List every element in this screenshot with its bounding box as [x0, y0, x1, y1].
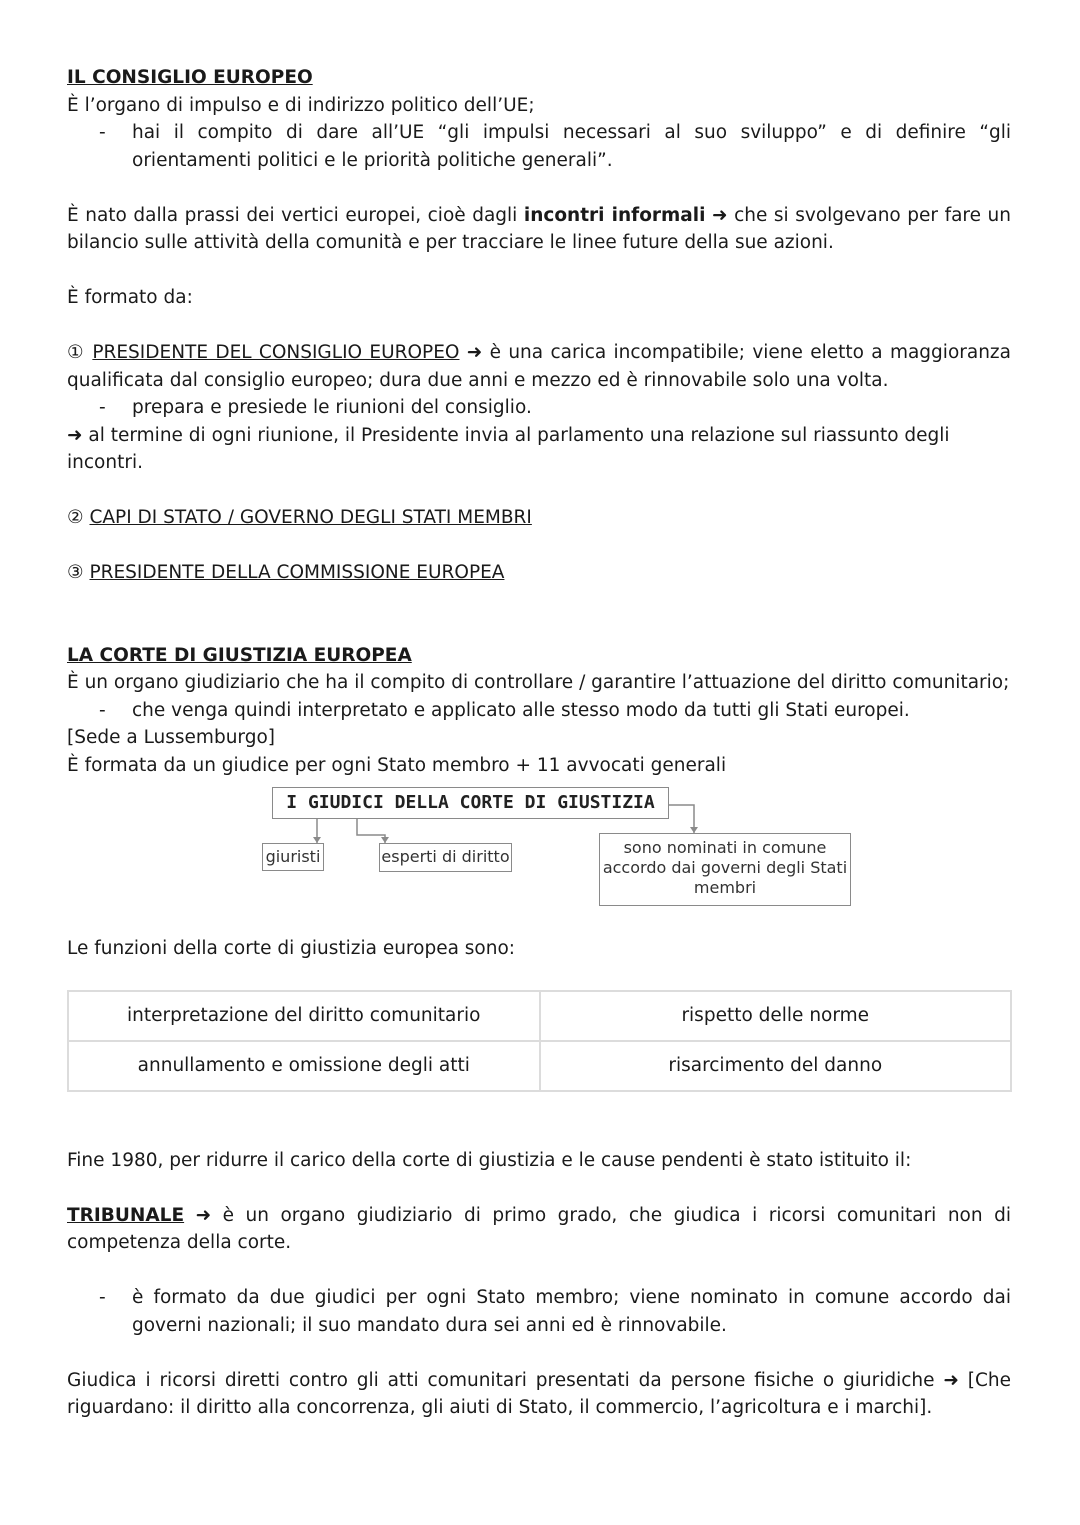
section-title-corte: LA CORTE DI GIUSTIZIA EUROPEA: [67, 644, 412, 666]
consiglio-formed: È formato da:: [67, 287, 193, 308]
document-page: [67, 64, 1011, 1422]
corte-formata: È formata da un giudice per ogni Stato membro + 11 avvocati generali: [67, 754, 727, 776]
funzioni-table: [67, 990, 1012, 1092]
diagram-box-nominati: sono nominati in comune accordo dai governi degli Stati membri: [599, 833, 851, 906]
tribunale-def: TRIBUNALE ➜ è un organo giudiziario di primo grado, che giudica i ricorsi comunitari non di competenza della corte.: [67, 1204, 1011, 1253]
consiglio-item-3: ③ PRESIDENTE DELLA COMMISSIONE EUROPEA: [67, 562, 505, 583]
table-row: [68, 991, 1011, 1041]
tribunale-bullet-1: è formato da due giudici per ogni Stato membro; viene nominato in comune accordo dai governi nazionali; il suo mandato dura sei anni ed è rinnovabile.: [132, 1287, 1011, 1336]
consiglio-intro: È l’organo di impulso e di indirizzo politico dell’UE;: [67, 94, 535, 116]
item1-note: ➜ al termine di ogni riunione, il Presidente invia al parlamento una relazione sul riassunto degli incontri.: [67, 424, 950, 473]
corte-sede: [Sede a Lussemburgo]: [67, 727, 275, 748]
item1-label: PRESIDENTE DEL CONSIGLIO EUROPEO: [92, 342, 460, 363]
funzioni-intro: Le funzioni della corte di giustizia europea sono:: [67, 938, 516, 959]
diagram-box-giuristi: giuristi: [262, 843, 324, 871]
giudici-diagram: [67, 785, 1011, 935]
bullet-item: - hai il compito di dare all’UE “gli impulsi necessari al suo sviluppo” e di definire “gli orientamenti politici e le priorità politiche generali”.: [67, 119, 1011, 174]
bullet-item: - che venga quindi interpretato e applicato alle stesso modo da tutti gli Stati europei.: [67, 697, 1011, 725]
table-row: [68, 1041, 1011, 1091]
table-cell: interpretazione del diritto comunitario: [68, 991, 540, 1041]
consiglio-item-1: ① PRESIDENTE DEL CONSIGLIO EUROPEO ➜ è una carica incompatibile; viene eletto a maggioranza qualificata dal consiglio europeo; dura due anni e mezzo ed è rinnovabile solo una volta.: [67, 342, 1011, 391]
bullet-item: - è formato da due giudici per ogni Stato membro; viene nominato in comune accordo dai governi nazionali; il suo mandato dura sei anni ed è rinnovabile.: [67, 1284, 1011, 1339]
tribunale-intro: Fine 1980, per ridurre il carico della corte di giustizia e le cause pendenti è stato istituito il:: [67, 1149, 912, 1171]
table-cell: rispetto delle norme: [540, 991, 1012, 1041]
diagram-title-box: I GIUDICI DELLA CORTE DI GIUSTIZIA: [272, 787, 669, 819]
item1-bullet: prepara e presiede le riunioni del consiglio.: [132, 397, 532, 418]
consiglio-bullet-1: hai il compito di dare all’UE “gli impulsi necessari al suo sviluppo” e di definire “gli orientamenti politici e le priorità politiche generali”.: [132, 122, 1011, 171]
incontri-informali-bold: incontri informali: [523, 204, 706, 226]
tribunale-label: TRIBUNALE: [67, 1204, 185, 1226]
consiglio-origin: È nato dalla prassi dei vertici europei, cioè dagli incontri informali ➜ che si svolgevano per fare un bilancio sulle attività della comunità e per tracciare le linee future della sue azioni.: [67, 204, 1011, 253]
diagram-box-esperti: esperti di diritto: [379, 843, 512, 872]
table-cell: risarcimento del danno: [540, 1041, 1012, 1091]
section-title-consiglio: IL CONSIGLIO EUROPEO: [67, 67, 313, 88]
corte-bullet-1: che venga quindi interpretato e applicato alle stesso modo da tutti gli Stati europei.: [132, 699, 910, 721]
tribunale-giudica: Giudica i ricorsi diretti contro gli atti comunitari presentati da persone fisiche o giuridiche ➜ [Che riguardano: il diritto alla concorrenza, gli aiuti di Stato, il commercio, l’agricoltura e i marchi].: [67, 1369, 1011, 1418]
corte-intro: È un organo giudiziario che ha il compito di controllare / garantire l’attuazione del diritto comunitario;: [67, 672, 1010, 693]
table-cell: annullamento e omissione degli atti: [68, 1041, 540, 1091]
consiglio-item-2: ② CAPI DI STATO / GOVERNO DEGLI STATI MEMBRI: [67, 507, 532, 528]
bullet-item: - prepara e presiede le riunioni del consiglio.: [67, 394, 1011, 422]
